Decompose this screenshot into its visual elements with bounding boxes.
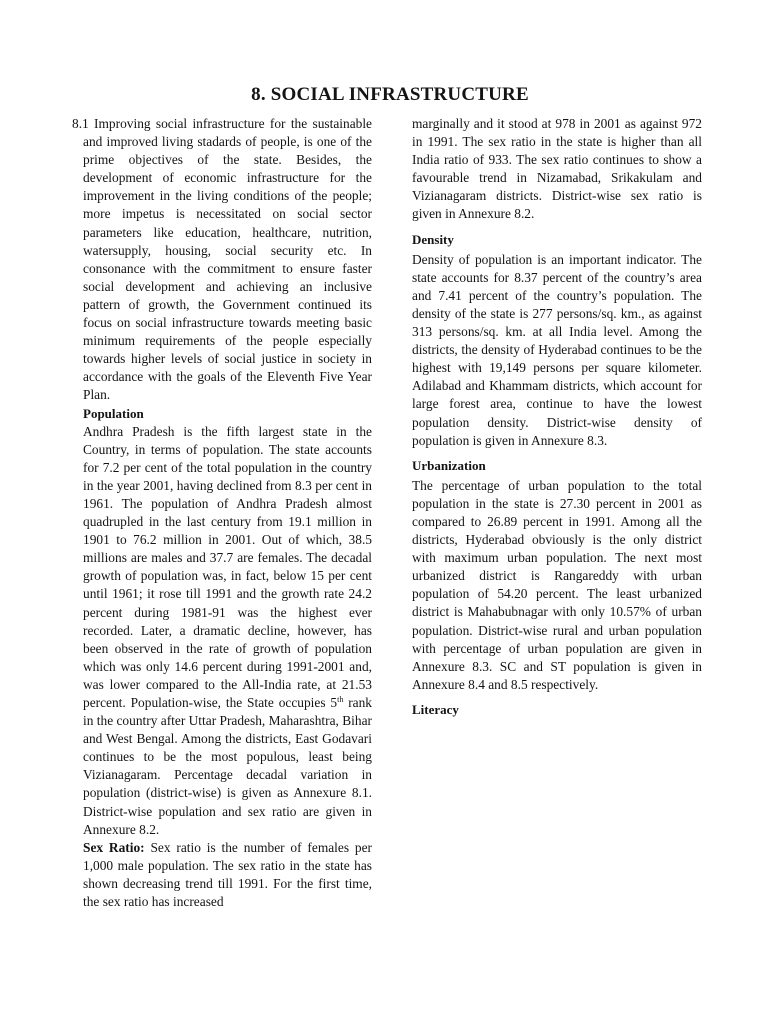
density-paragraph: Density of population is an important indicator. The state accounts for 8.37 percent of the country’s area and 7.41 percent of the country’s population. The density of the state is 277 persons/sq. km., as against 313 persons/sq. km. at all India level. Among the districts, the density of Hyderabad continues to be the highest with 19,149 persons per square kilometer. Adilabad and Khammam districts, which account for large forest area, continue to have the lowest population density. District-wise density of population is given in Annexure 8.3.: [412, 251, 702, 448]
sex-ratio-text: Sex ratio is the number of females per 1,000 male population. The sex ratio in the state has shown decreasing trend till 1991. For the first time, the sex ratio has increased: [83, 839, 372, 910]
population-paragraph: [72, 423, 372, 839]
ordinal-superscript: th: [337, 695, 344, 704]
literacy-heading: Literacy: [412, 701, 459, 717]
right-column: [412, 115, 702, 721]
sex-ratio-paragraph: [72, 839, 372, 911]
density-heading: Density: [412, 231, 454, 247]
intro-paragraph: 8.1 Improving social infrastructure for the sustainable and improved living stadards of people, is one of the prime objectives of the state. Besides, the development of economic infrastructure for the improvement in the living conditions of the people; more impetus is necessitated on social sector parameters like education, healthcare, nutrition, watersupply, housing, social security etc. In consonance with the commitment to ensure faster social development and achieving an inclusive pattern of growth, the Government continued its focus on social infrastructure towards meeting basic minimum requirements of the people especially towards higher levels of social justice in society in accordance with the goals of the Eleventh Five Year Plan.: [72, 116, 372, 403]
population-text-part1: Andhra Pradesh is the fifth largest state in the Country, in terms of population. The state accounts for 7.2 per cent of the total population in the country in the year 2001, having declined from 8.3 per cent in 1961. The population of Andhra Pradesh almost quadrupled in the last century from 19.1 million in 1901 to 76.2 million in 2001. Out of which, 38.5 millions are males and 37.7 are females. The decadal growth of population was, in fact, below 15 per cent until 1961; it rose till 1991 and the growth rate 24.2 percent during 1981-91 was the highest ever recorded. Later, a dramatic decline, however, has been observed in the rate of growth of population which was only 14.6 percent during 1991-2001 and, was lower compared to the All-India rate, at 21.53 percent. Population-wise, the State occupies 5: [83, 423, 372, 710]
left-column: [72, 115, 372, 911]
page-title: 8. SOCIAL INFRASTRUCTURE: [251, 84, 529, 105]
urbanization-heading: Urbanization: [412, 457, 486, 473]
sex-ratio-continued-paragraph: marginally and it stood at 978 in 2001 as against 972 in 1991. The sex ratio in the state is higher than all India ratio of 933. The sex ratio continues to show a favourable trend in Nizamabad, Srikakulam and Vizianagaram districts. District-wise sex ratio is given in Annexure 8.2.: [412, 116, 702, 222]
population-text-part2: rank in the country after Uttar Pradesh, Maharashtra, Bihar and West Bengal. Among the districts, East Godavari continues to be the most populous, least being Vizianagaram. Percentage decadal variation in population (district-wise) is given as Annexure 8.1. District-wise population and sex ratio are given in Annexure 8.2.: [83, 695, 372, 837]
sex-ratio-heading: Sex Ratio:: [83, 839, 145, 855]
population-heading: Population: [83, 405, 144, 421]
urbanization-paragraph: The percentage of urban population to the total population in the state is 27.30 percent in 2001 as compared to 26.89 percent in 1991. Among all the districts, Hyderabad obviously is the only district with maximum urban population. The next most urbanized district is Rangareddy with urban population of 54.20 percent. The least urbanized district is Mahabubnagar with only 10.57% of urban population. District-wise rural and urban population with percentage of urban population are given in Annexure 8.3. SC and ST population is given in Annexure 8.4 and 8.5 respectively.: [412, 477, 702, 692]
